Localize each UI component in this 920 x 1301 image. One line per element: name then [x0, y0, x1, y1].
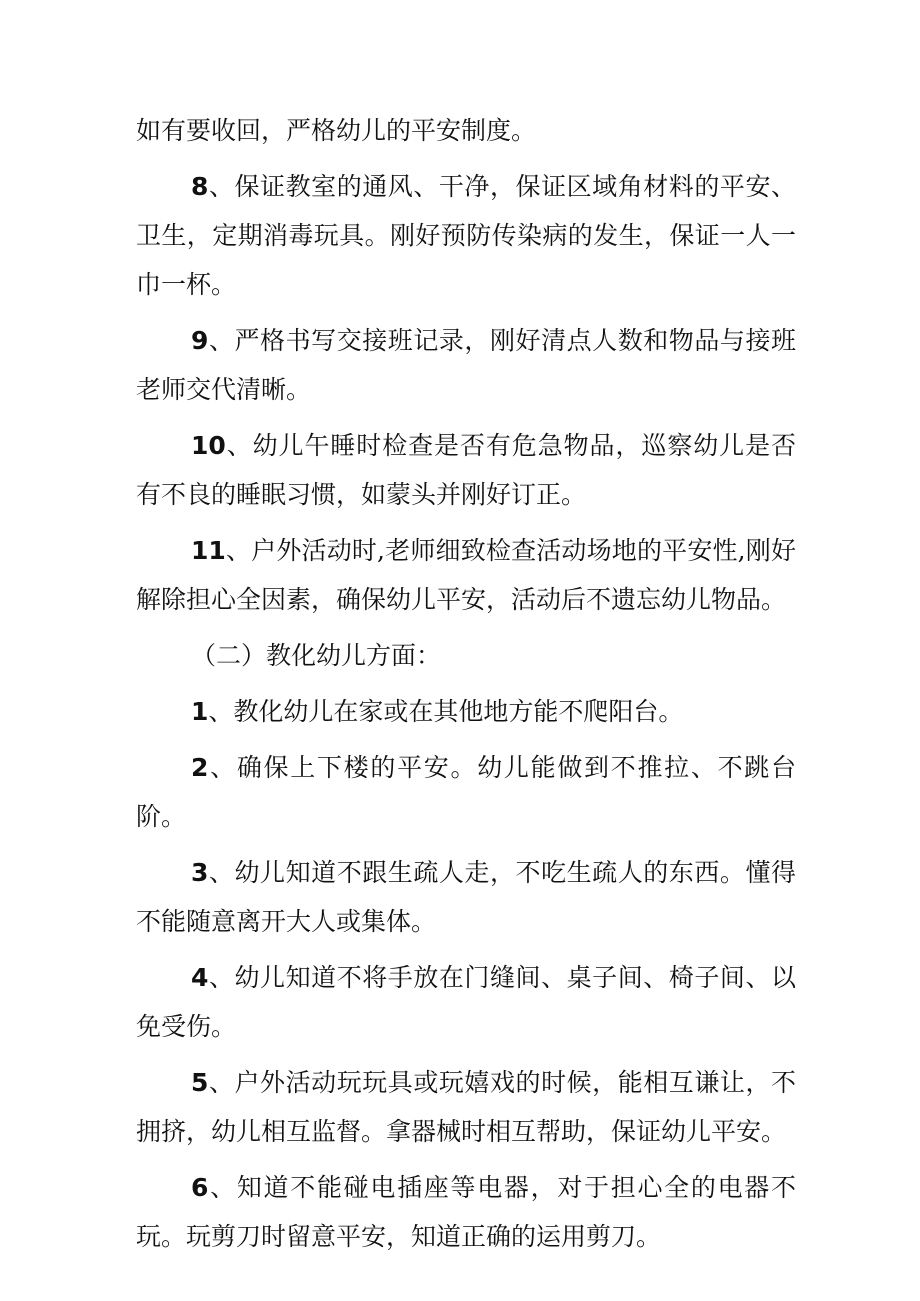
paragraph-item-8 [136, 162, 796, 309]
paragraph-number: 1 [191, 697, 209, 726]
paragraph-number: 5 [191, 1068, 209, 1097]
paragraph-text: 、幼儿知道不将手放在门缝间、桌子间、椅子间、以免受伤。 [136, 963, 796, 1041]
section-heading [136, 631, 796, 680]
paragraph-number: 4 [191, 963, 209, 992]
paragraph-item-10 [136, 421, 796, 519]
paragraph-item-6 [136, 1163, 796, 1261]
paragraph-text: 、幼儿知道不跟生疏人走，不吃生疏人的东西。懂得不能随意离开大人或集体。 [136, 858, 796, 936]
paragraph-item-3 [136, 848, 796, 946]
paragraph-number: 10 [191, 431, 226, 460]
paragraph-text: 如有要收回，严格幼儿的平安制度。 [136, 116, 537, 145]
paragraph-item-9 [136, 316, 796, 414]
paragraph-number: 8 [191, 172, 209, 201]
paragraph-number: 9 [191, 326, 209, 355]
paragraph-number: 2 [191, 753, 209, 782]
document-body [136, 106, 796, 1268]
paragraph-text: 、幼儿午睡时检查是否有危急物品，巡察幼儿是否有不良的睡眠习惯，如蒙头并刚好订正。 [136, 431, 796, 509]
paragraph-text: 、户外活动玩玩具或玩嬉戏的时候，能相互谦让，不拥挤，幼儿相互监督。拿器械时相互帮助，保证幼儿平安。 [136, 1068, 796, 1146]
paragraph-text: 、严格书写交接班记录，刚好清点人数和物品与接班老师交代清晰。 [136, 326, 796, 404]
paragraph-item-4 [136, 953, 796, 1051]
paragraph-number: 6 [191, 1173, 209, 1202]
paragraph-text: （二）教化幼儿方面： [191, 641, 442, 670]
paragraph-item-5 [136, 1058, 796, 1156]
paragraph-text: 、户外活动时,老师细致检查活动场地的平安性,刚好解除担心全因素，确保幼儿平安，活动后不遗忘幼儿物品。 [136, 536, 796, 614]
paragraph-item-11 [136, 526, 796, 624]
paragraph-text: 、确保上下楼的平安。幼儿能做到不推拉、不跳台阶。 [136, 753, 796, 831]
paragraph-number: 3 [191, 858, 209, 887]
paragraph-text: 、知道不能碰电插座等电器，对于担心全的电器不玩。玩剪刀时留意平安，知道正确的运用剪刀。 [136, 1173, 796, 1251]
paragraph-item-1 [136, 687, 796, 736]
paragraph-text: 、教化幼儿在家或在其他地方能不爬阳台。 [208, 697, 684, 726]
paragraph-continuation [136, 106, 796, 155]
paragraph-number: 11 [191, 536, 226, 565]
paragraph-text: 、保证教室的通风、干净，保证区域角材料的平安、卫生，定期消毒玩具。刚好预防传染病的发生，保证一人一巾一杯。 [136, 172, 796, 299]
paragraph-item-2 [136, 743, 796, 841]
